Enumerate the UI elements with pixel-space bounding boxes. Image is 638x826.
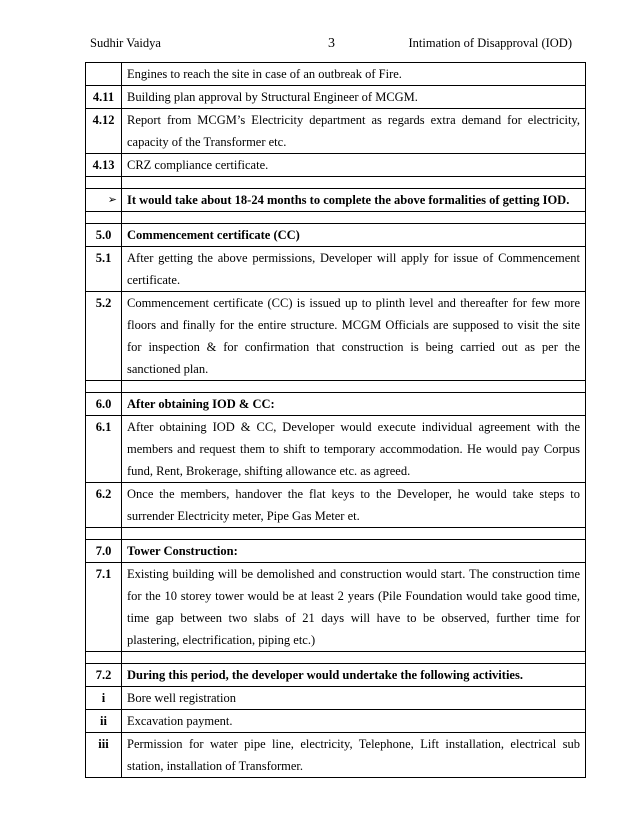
spacer-row	[86, 381, 586, 393]
item-text: Engines to reach the site in case of an outbreak of Fire.	[122, 63, 586, 86]
item-number: 7.1	[86, 563, 122, 652]
spacer-row	[86, 652, 586, 664]
header-author: Sudhir Vaidya	[90, 36, 161, 50]
item-number: 5.1	[86, 247, 122, 292]
arrow-bullet-icon: ➢	[107, 193, 117, 206]
section-number: 7.0	[86, 540, 122, 563]
content-table	[85, 62, 586, 778]
table-row	[86, 247, 586, 292]
table-row	[86, 189, 586, 212]
section-number: 6.0	[86, 393, 122, 416]
table-row	[86, 109, 586, 154]
section-heading: Commencement certificate (CC)	[122, 224, 586, 247]
item-number: 6.1	[86, 416, 122, 483]
item-number: 4.11	[86, 86, 122, 109]
item-number: iii	[86, 733, 122, 778]
item-number: 5.2	[86, 292, 122, 381]
item-number	[86, 63, 122, 86]
summary-note: It would take about 18-24 months to complete the above formalities of getting IOD.	[122, 189, 586, 212]
item-number: 4.12	[86, 109, 122, 154]
section-number: 5.0	[86, 224, 122, 247]
item-text: Bore well registration	[122, 687, 586, 710]
item-number: 6.2	[86, 483, 122, 528]
item-text: Excavation payment.	[122, 710, 586, 733]
table-row	[86, 664, 586, 687]
table-row	[86, 687, 586, 710]
item-text: After obtaining IOD & CC, Developer would execute individual agreement with the members and request them to shift to temporary accommodation. He would pay Corpus fund, Rent, Brokerage, shifting allowance etc. as agreed.	[122, 416, 586, 483]
section-heading: After obtaining IOD & CC:	[122, 393, 586, 416]
page-number: 3	[328, 36, 335, 51]
section-heading: Tower Construction:	[122, 540, 586, 563]
table-row	[86, 154, 586, 177]
table-row	[86, 86, 586, 109]
item-number: 4.13	[86, 154, 122, 177]
item-number: 7.2	[86, 664, 122, 687]
table-row	[86, 483, 586, 528]
table-row	[86, 416, 586, 483]
spacer-row	[86, 212, 586, 224]
spacer-row	[86, 528, 586, 540]
item-text: After getting the above permissions, Developer will apply for issue of Commencement certificate.	[122, 247, 586, 292]
table-row	[86, 393, 586, 416]
item-number: i	[86, 687, 122, 710]
item-text: Commencement certificate (CC) is issued up to plinth level and thereafter for few more floors and finally for the entire structure. MCGM Officials are supposed to visit the site for inspection & for confirmation that construction is being carried out as per the sanctioned plan.	[122, 292, 586, 381]
page-header	[90, 36, 572, 54]
table-row	[86, 733, 586, 778]
item-text: Report from MCGM’s Electricity department as regards extra demand for electricity, capacity of the Transformer etc.	[122, 109, 586, 154]
item-text: CRZ compliance certificate.	[122, 154, 586, 177]
header-document-title: Intimation of Disapproval (IOD)	[408, 36, 572, 50]
item-text: Once the members, handover the flat keys to the Developer, he would take steps to surrender Electricity meter, Pipe Gas Meter et.	[122, 483, 586, 528]
table-row	[86, 540, 586, 563]
table-row	[86, 224, 586, 247]
table-row	[86, 710, 586, 733]
table-row	[86, 292, 586, 381]
spacer-row	[86, 177, 586, 189]
subsection-heading: During this period, the developer would undertake the following activities.	[122, 664, 586, 687]
item-text: Existing building will be demolished and construction would start. The construction time for the 10 storey tower would be at least 2 years (Pile Foundation would take good time, time gap between two slabs of 21 days will have to be observed, further time for plastering, electrification, piping etc.)	[122, 563, 586, 652]
item-text: Building plan approval by Structural Engineer of MCGM.	[122, 86, 586, 109]
table-row	[86, 563, 586, 652]
item-text: Permission for water pipe line, electricity, Telephone, Lift installation, electrical sub station, installation of Transformer.	[122, 733, 586, 778]
item-number: ii	[86, 710, 122, 733]
arrow-bullet-cell	[86, 189, 122, 212]
table-row	[86, 63, 586, 86]
